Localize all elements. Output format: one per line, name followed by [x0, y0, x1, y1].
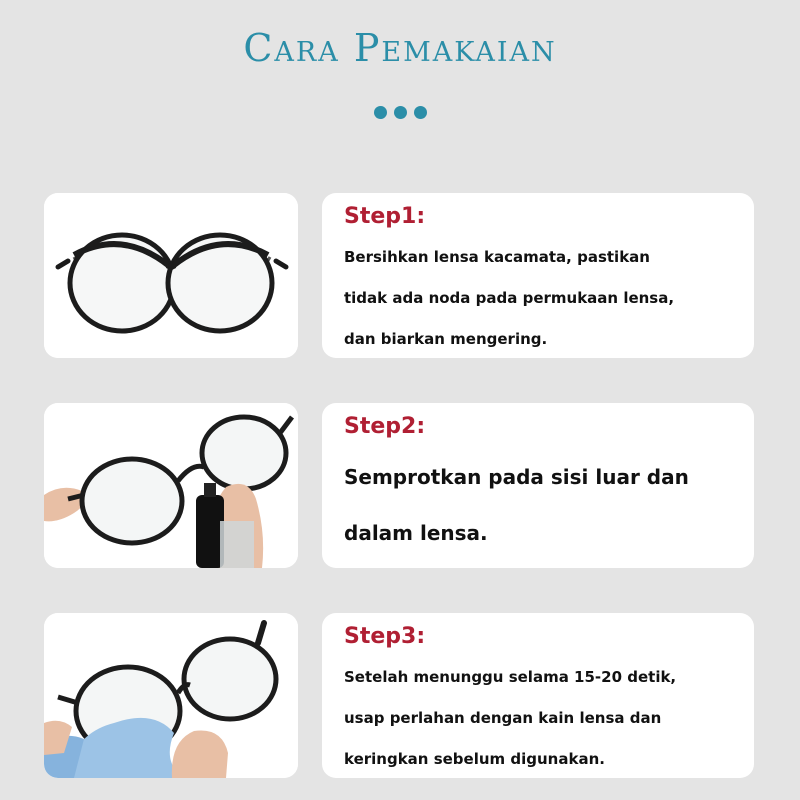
step3-image-wipe	[44, 613, 298, 778]
glasses-illustration	[44, 193, 298, 358]
step2-text-card	[322, 403, 754, 568]
step1-line: dan biarkan mengering.	[344, 330, 548, 348]
step1-description	[344, 237, 736, 358]
step1-line: Bersihkan lensa kacamata, pastikan	[344, 248, 650, 266]
step3-line: Setelah menunggu selama 15-20 detik,	[344, 668, 677, 686]
step2-line: Semprotkan pada sisi luar dan	[344, 465, 689, 489]
step2-line: dalam lensa.	[344, 521, 488, 545]
title-dots-decoration	[0, 106, 800, 119]
step1-image-glasses	[44, 193, 298, 358]
step2-image-spray	[44, 403, 298, 568]
step3-line: usap perlahan dengan kain lensa dan	[344, 709, 662, 727]
step3-description	[344, 657, 736, 778]
spray-illustration	[44, 403, 298, 568]
page-title: Cara Pemakaian	[243, 26, 557, 70]
dot	[374, 106, 387, 119]
wipe-illustration	[44, 613, 298, 778]
step1-text-card	[322, 193, 754, 358]
dot	[394, 106, 407, 119]
step2-label: Step2:	[344, 414, 426, 439]
dot	[414, 106, 427, 119]
step3-label: Step3:	[344, 624, 426, 649]
step2-description	[344, 449, 736, 561]
step1-line: tidak ada noda pada permukaan lensa,	[344, 289, 675, 307]
step3-text-card	[322, 613, 754, 778]
step3-line: keringkan sebelum digunakan.	[344, 750, 605, 768]
step1-label: Step1:	[344, 204, 426, 229]
